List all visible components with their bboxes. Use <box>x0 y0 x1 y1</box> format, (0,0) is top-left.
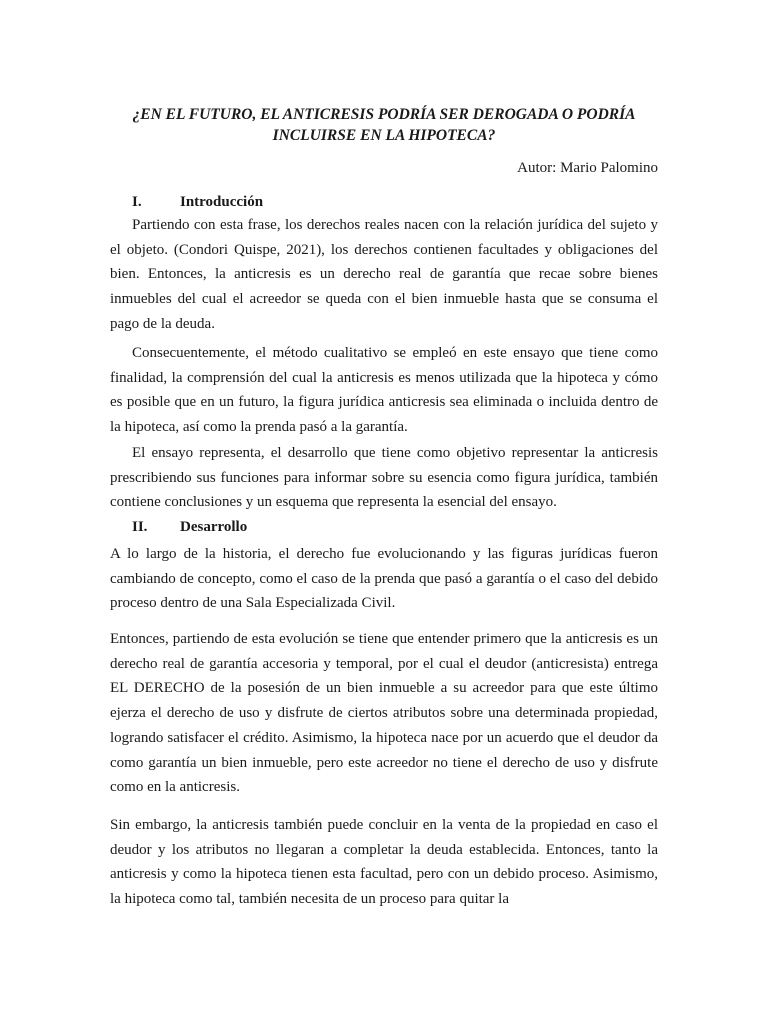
paragraph: Partiendo con esta frase, los derechos reales nacen con la relación jurídica del sujeto y el objeto. (Condori Quispe, 2021), los derechos contienen facultades y obligaciones del bien. Entonces, la anticresis es un derecho real de garantía que recae sobre bienes inmuebles del cual el acreedor se queda con el bien inmueble hasta que se consuma el pago de la deuda. <box>110 217 658 332</box>
title-line-1: ¿EN EL FUTURO, EL ANTICRESIS PODRÍA SER DEROGADA O PODRÍA <box>132 106 636 123</box>
paragraph: Consecuentemente, el método cualitativo se empleó en este ensayo que tiene como finalidad, la comprensión del cual la anticresis es menos utilizada que la hipoteca y cómo es posible que en un futuro, la figura jurídica anticresis sea eliminada o incluida dentro de la hipoteca, así como la prenda pasó a la garantía. <box>110 345 658 436</box>
section-heading-introduccion <box>132 192 263 212</box>
section-number: I. <box>132 194 142 210</box>
section-title: Desarrollo <box>180 519 248 535</box>
section-number: II. <box>132 519 148 535</box>
document-title <box>110 104 658 146</box>
paragraph: El ensayo representa, el desarrollo que tiene como objetivo representar la anticresis prescribiendo sus funciones para informar sobre su esencia como figura jurídica, también contiene conclusiones y un esquema que representa la esencial del ensayo. <box>110 445 658 511</box>
paragraph: Entonces, partiendo de esta evolución se tiene que entender primero que la anticresis es un derecho real de garantía accesoria y temporal, por el cual el deudor (anticresista) entrega EL DERECHO de la posesión de un bien inmueble a su acreedor para que este último ejerza el derecho de uso y disfrute de ciertos atributos sobre una determinada propiedad, logrando satisfacer el crédito. Asimismo, la hipoteca nace por un acuerdo que el deudor da como garantía un bien inmueble, pero este acreedor no tiene el derecho de uso y disfrute como en la anticresis. <box>110 631 658 796</box>
section-title: Introducción <box>180 194 264 210</box>
section-heading-desarrollo <box>132 517 247 537</box>
author-line: Autor: Mario Palomino <box>517 160 658 176</box>
title-line-2: INCLUIRSE EN LA HIPOTECA? <box>272 127 496 144</box>
paragraph: Sin embargo, la anticresis también puede concluir en la venta de la propiedad en caso el deudor y los atributos no llegaran a completar la deuda establecida. Entonces, tanto la anticresis y como la hipoteca tienen esta facultad, pero con un debido proceso. Asimismo, la hipoteca como tal, también necesita de un proceso para quitar la <box>110 817 658 908</box>
paragraph: A lo largo de la historia, el derecho fue evolucionando y las figuras jurídicas fueron cambiando de concepto, como el caso de la prenda que pasó a garantía o el caso del debido proceso dentro de una Sala Especializada Civil. <box>110 546 658 612</box>
